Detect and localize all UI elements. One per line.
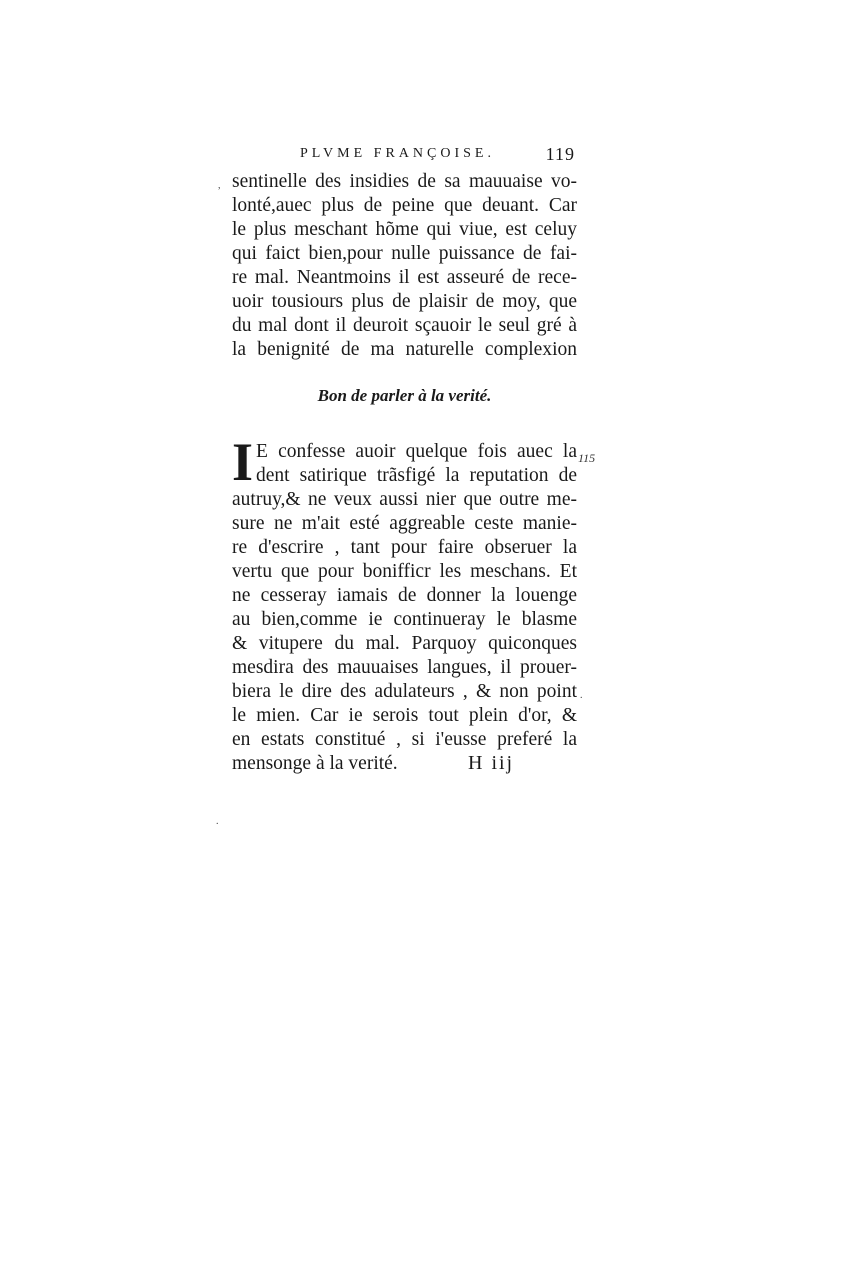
text-line: mensonge à la verité.	[232, 753, 398, 774]
text-line: autruy,& ne veux aussi nier que outre me-	[232, 489, 577, 510]
text-line: re d'escrire , tant pour faire obseruer la	[232, 537, 577, 558]
text-line: en estats constitué , si i'eusse preferé la	[232, 729, 577, 750]
text-line: le mien. Car ie serois tout plein d'or, &	[232, 705, 577, 726]
margin-speck: ,	[218, 180, 221, 191]
running-head-title: PLVME FRANÇOISE.	[300, 146, 495, 161]
text-line: le plus meschant hõme qui viue, est celuy	[232, 219, 577, 240]
text-line: ne cesseray iamais de donner la louenge	[232, 585, 577, 606]
section-heading: Bon de parler à la verité.	[317, 386, 492, 405]
text-line: mesdira des mauuaises langues, il prouer-	[232, 657, 577, 678]
text-line: re mal. Neantmoins il est asseuré de rece-	[232, 267, 577, 288]
running-head	[300, 146, 575, 170]
text-line: sentinelle des insidies de sa mauuaise vo-	[232, 171, 577, 192]
paragraph-2	[232, 440, 577, 776]
text-line: lonté,auec plus de peine que deuant. Car	[232, 195, 577, 216]
text-line: la benignité de ma naturelle complexion	[232, 339, 577, 360]
margin-speck: .	[580, 690, 583, 701]
text-line: du mal dont il deuroit sçauoir le seul gré à	[232, 315, 577, 336]
page-number: 119	[545, 144, 575, 164]
signature-mark: H iij	[468, 752, 515, 774]
text-line: sure ne m'ait esté aggreable ceste manie-	[232, 513, 577, 534]
paragraph-1	[232, 170, 577, 362]
text-line: uoir tousiours plus de plaisir de moy, que	[232, 291, 577, 312]
margin-note: 115	[578, 451, 596, 465]
text-line: vertu que pour bonifficr les meschans. Et	[232, 561, 577, 582]
text-line: au bien,comme ie continueray le blasme	[232, 609, 577, 630]
text-line: biera le dire des adulateurs , & non point	[232, 681, 577, 702]
margin-speck: .	[216, 816, 219, 827]
drop-cap: I	[232, 432, 254, 492]
text-line: dent satirique trãsfigé la reputation de	[256, 465, 577, 486]
text-line: & vitupere du mal. Parquoy quiconques	[232, 633, 577, 654]
text-line: qui faict bien,pour nulle puissance de fai-	[232, 243, 577, 264]
text-line: E confesse auoir quelque fois auec la	[256, 441, 577, 462]
